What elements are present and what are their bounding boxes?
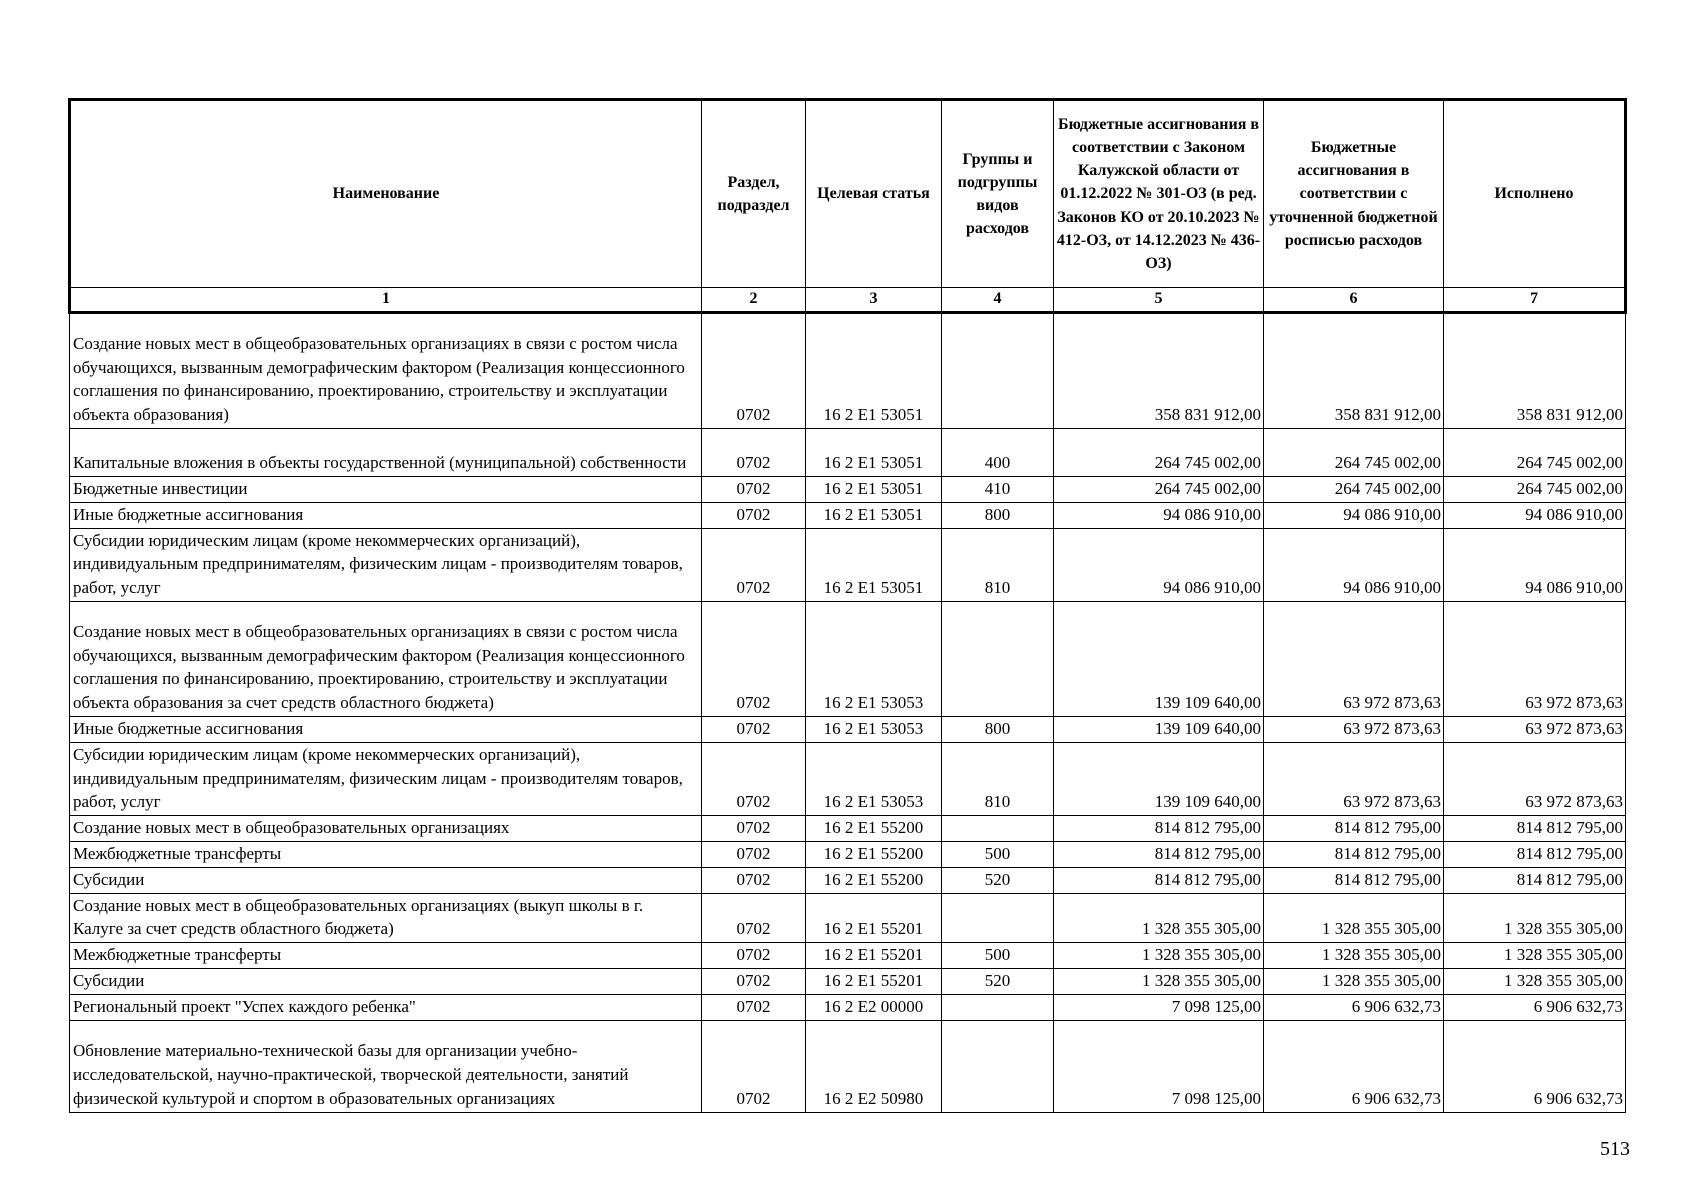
- table-row: [70, 893, 1626, 943]
- table-row: [70, 601, 1626, 716]
- table-row: [70, 477, 1626, 503]
- row-approved-cell: 1 328 355 305,00: [1054, 893, 1264, 943]
- row-group-cell: 500: [942, 841, 1054, 867]
- row-approved-cell: 139 109 640,00: [1054, 742, 1264, 815]
- row-group-cell: [942, 816, 1054, 842]
- header-section: Раздел, подраздел: [702, 100, 806, 288]
- row-name-cell: Создание новых мест в общеобразовательных организациях в связи с ростом числа обучающихся, вызванным демографическим фактором (Реализация концессионного соглашения по финансированию, проектированию, строительству и эксплуатации объекта образования): [70, 313, 702, 429]
- row-refined-cell: 63 972 873,63: [1264, 742, 1444, 815]
- header-row: [70, 100, 1626, 288]
- row-approved-cell: 1 328 355 305,00: [1054, 968, 1264, 994]
- column-number: 6: [1264, 288, 1444, 313]
- row-approved-cell: 358 831 912,00: [1054, 313, 1264, 429]
- row-executed-cell: 814 812 795,00: [1444, 816, 1626, 842]
- row-section-cell: 0702: [702, 742, 806, 815]
- row-executed-cell: 63 972 873,63: [1444, 716, 1626, 742]
- row-section-cell: 0702: [702, 994, 806, 1020]
- header-name: Наименование: [70, 100, 702, 288]
- row-executed-cell: 814 812 795,00: [1444, 867, 1626, 893]
- row-article-cell: 16 2 E1 55200: [806, 867, 942, 893]
- row-refined-cell: 94 086 910,00: [1264, 502, 1444, 528]
- row-refined-cell: 264 745 002,00: [1264, 429, 1444, 477]
- row-group-cell: 410: [942, 477, 1054, 503]
- row-article-cell: 16 2 E1 55201: [806, 893, 942, 943]
- table-row: [70, 994, 1626, 1020]
- row-name-cell: Капитальные вложения в объекты государственной (муниципальной) собственности: [70, 429, 702, 477]
- table-row: [70, 502, 1626, 528]
- row-executed-cell: 814 812 795,00: [1444, 841, 1626, 867]
- header-group: Группы и подгруппы видов расходов: [942, 100, 1054, 288]
- row-article-cell: 16 2 E1 53051: [806, 429, 942, 477]
- row-approved-cell: 814 812 795,00: [1054, 841, 1264, 867]
- row-group-cell: [942, 994, 1054, 1020]
- row-section-cell: 0702: [702, 1020, 806, 1112]
- row-section-cell: 0702: [702, 716, 806, 742]
- table-row: [70, 816, 1626, 842]
- column-number-row: [70, 288, 1626, 313]
- column-number: 2: [702, 288, 806, 313]
- row-article-cell: 16 2 E2 00000: [806, 994, 942, 1020]
- row-name-cell: Субсидии: [70, 867, 702, 893]
- row-approved-cell: 7 098 125,00: [1054, 994, 1264, 1020]
- row-article-cell: 16 2 E1 53051: [806, 477, 942, 503]
- row-executed-cell: 6 906 632,73: [1444, 994, 1626, 1020]
- row-article-cell: 16 2 E1 55200: [806, 816, 942, 842]
- row-refined-cell: 1 328 355 305,00: [1264, 943, 1444, 969]
- row-article-cell: 16 2 E1 55201: [806, 968, 942, 994]
- row-section-cell: 0702: [702, 502, 806, 528]
- row-section-cell: 0702: [702, 528, 806, 601]
- row-name-cell: Создание новых мест в общеобразовательных организациях (выкуп школы в г. Калуге за счет средств областного бюджета): [70, 893, 702, 943]
- table-row: [70, 841, 1626, 867]
- row-refined-cell: 63 972 873,63: [1264, 716, 1444, 742]
- row-refined-cell: 1 328 355 305,00: [1264, 893, 1444, 943]
- row-article-cell: 16 2 E1 53053: [806, 601, 942, 716]
- row-refined-cell: 94 086 910,00: [1264, 528, 1444, 601]
- table-row: [70, 429, 1626, 477]
- row-name-cell: Создание новых мест в общеобразовательных организациях в связи с ростом числа обучающихся, вызванным демографическим фактором (Реализация концессионного соглашения по финансированию, проектированию, строительству и эксплуатации объекта образования за счет средств областного бюджета): [70, 601, 702, 716]
- table-row: [70, 528, 1626, 601]
- row-group-cell: [942, 601, 1054, 716]
- row-name-cell: Межбюджетные трансферты: [70, 943, 702, 969]
- row-group-cell: 800: [942, 716, 1054, 742]
- header-refined: Бюджетные ассигнования в соответствии с уточненной бюджетной росписью расходов: [1264, 100, 1444, 288]
- row-executed-cell: 264 745 002,00: [1444, 477, 1626, 503]
- table-body: [70, 313, 1626, 1113]
- row-name-cell: Субсидии: [70, 968, 702, 994]
- header-executed: Исполнено: [1444, 100, 1626, 288]
- row-approved-cell: 264 745 002,00: [1054, 477, 1264, 503]
- row-section-cell: 0702: [702, 968, 806, 994]
- row-approved-cell: 139 109 640,00: [1054, 601, 1264, 716]
- row-refined-cell: 6 906 632,73: [1264, 994, 1444, 1020]
- row-approved-cell: 264 745 002,00: [1054, 429, 1264, 477]
- row-name-cell: Бюджетные инвестиции: [70, 477, 702, 503]
- row-executed-cell: 63 972 873,63: [1444, 601, 1626, 716]
- row-executed-cell: 6 906 632,73: [1444, 1020, 1626, 1112]
- table-row: [70, 867, 1626, 893]
- column-number: 3: [806, 288, 942, 313]
- row-name-cell: Региональный проект "Успех каждого ребенка": [70, 994, 702, 1020]
- row-section-cell: 0702: [702, 867, 806, 893]
- budget-table: [68, 98, 1627, 1113]
- header-approved: Бюджетные ассигнования в соответствии с Законом Калужской области от 01.12.2022 № 301-ОЗ (в ред. Законов КО от 20.10.2023 № 412-ОЗ, от 14.12.2023 № 436-ОЗ): [1054, 100, 1264, 288]
- row-refined-cell: 1 328 355 305,00: [1264, 968, 1444, 994]
- row-refined-cell: 358 831 912,00: [1264, 313, 1444, 429]
- row-group-cell: 400: [942, 429, 1054, 477]
- row-name-cell: Иные бюджетные ассигнования: [70, 716, 702, 742]
- row-refined-cell: 814 812 795,00: [1264, 816, 1444, 842]
- row-refined-cell: 63 972 873,63: [1264, 601, 1444, 716]
- row-section-cell: 0702: [702, 893, 806, 943]
- row-section-cell: 0702: [702, 429, 806, 477]
- row-group-cell: 500: [942, 943, 1054, 969]
- row-section-cell: 0702: [702, 477, 806, 503]
- table-row: [70, 716, 1626, 742]
- row-executed-cell: 1 328 355 305,00: [1444, 943, 1626, 969]
- row-approved-cell: 94 086 910,00: [1054, 502, 1264, 528]
- row-group-cell: 810: [942, 528, 1054, 601]
- page-number: 513: [1600, 1138, 1630, 1160]
- row-group-cell: [942, 313, 1054, 429]
- row-name-cell: Создание новых мест в общеобразовательных организациях: [70, 816, 702, 842]
- row-refined-cell: 6 906 632,73: [1264, 1020, 1444, 1112]
- row-executed-cell: 94 086 910,00: [1444, 502, 1626, 528]
- row-approved-cell: 94 086 910,00: [1054, 528, 1264, 601]
- row-executed-cell: 1 328 355 305,00: [1444, 968, 1626, 994]
- row-name-cell: Иные бюджетные ассигнования: [70, 502, 702, 528]
- row-group-cell: 520: [942, 968, 1054, 994]
- row-executed-cell: 63 972 873,63: [1444, 742, 1626, 815]
- row-name-cell: Обновление материально-технической базы для организации учебно-исследовательской, научно-практической, творческой деятельности, занятий физической культурой и спортом в образовательных организациях: [70, 1020, 702, 1112]
- row-group-cell: 800: [942, 502, 1054, 528]
- table-row: [70, 968, 1626, 994]
- column-number: 5: [1054, 288, 1264, 313]
- row-group-cell: 810: [942, 742, 1054, 815]
- row-article-cell: 16 2 E1 53051: [806, 528, 942, 601]
- table-row: [70, 742, 1626, 815]
- table-row: [70, 1020, 1626, 1112]
- row-refined-cell: 264 745 002,00: [1264, 477, 1444, 503]
- row-group-cell: [942, 893, 1054, 943]
- row-group-cell: [942, 1020, 1054, 1112]
- row-executed-cell: 264 745 002,00: [1444, 429, 1626, 477]
- column-number: 4: [942, 288, 1054, 313]
- row-name-cell: Субсидии юридическим лицам (кроме некоммерческих организаций), индивидуальным предпринимателям, физическим лицам - производителям товаров, работ, услуг: [70, 742, 702, 815]
- row-article-cell: 16 2 E1 53053: [806, 742, 942, 815]
- row-article-cell: 16 2 E1 53051: [806, 502, 942, 528]
- row-article-cell: 16 2 E1 55201: [806, 943, 942, 969]
- column-number: 1: [70, 288, 702, 313]
- row-section-cell: 0702: [702, 313, 806, 429]
- row-refined-cell: 814 812 795,00: [1264, 867, 1444, 893]
- row-executed-cell: 358 831 912,00: [1444, 313, 1626, 429]
- row-approved-cell: 7 098 125,00: [1054, 1020, 1264, 1112]
- row-approved-cell: 814 812 795,00: [1054, 816, 1264, 842]
- row-approved-cell: 814 812 795,00: [1054, 867, 1264, 893]
- header-article: Целевая статья: [806, 100, 942, 288]
- column-number: 7: [1444, 288, 1626, 313]
- row-group-cell: 520: [942, 867, 1054, 893]
- row-refined-cell: 814 812 795,00: [1264, 841, 1444, 867]
- table-row: [70, 313, 1626, 429]
- row-article-cell: 16 2 E1 53051: [806, 313, 942, 429]
- row-name-cell: Межбюджетные трансферты: [70, 841, 702, 867]
- row-section-cell: 0702: [702, 601, 806, 716]
- row-article-cell: 16 2 E1 53053: [806, 716, 942, 742]
- row-name-cell: Субсидии юридическим лицам (кроме некоммерческих организаций), индивидуальным предпринимателям, физическим лицам - производителям товаров, работ, услуг: [70, 528, 702, 601]
- row-executed-cell: 1 328 355 305,00: [1444, 893, 1626, 943]
- row-executed-cell: 94 086 910,00: [1444, 528, 1626, 601]
- row-section-cell: 0702: [702, 943, 806, 969]
- row-section-cell: 0702: [702, 816, 806, 842]
- row-article-cell: 16 2 E1 55200: [806, 841, 942, 867]
- row-section-cell: 0702: [702, 841, 806, 867]
- table-row: [70, 943, 1626, 969]
- row-article-cell: 16 2 E2 50980: [806, 1020, 942, 1112]
- row-approved-cell: 1 328 355 305,00: [1054, 943, 1264, 969]
- row-approved-cell: 139 109 640,00: [1054, 716, 1264, 742]
